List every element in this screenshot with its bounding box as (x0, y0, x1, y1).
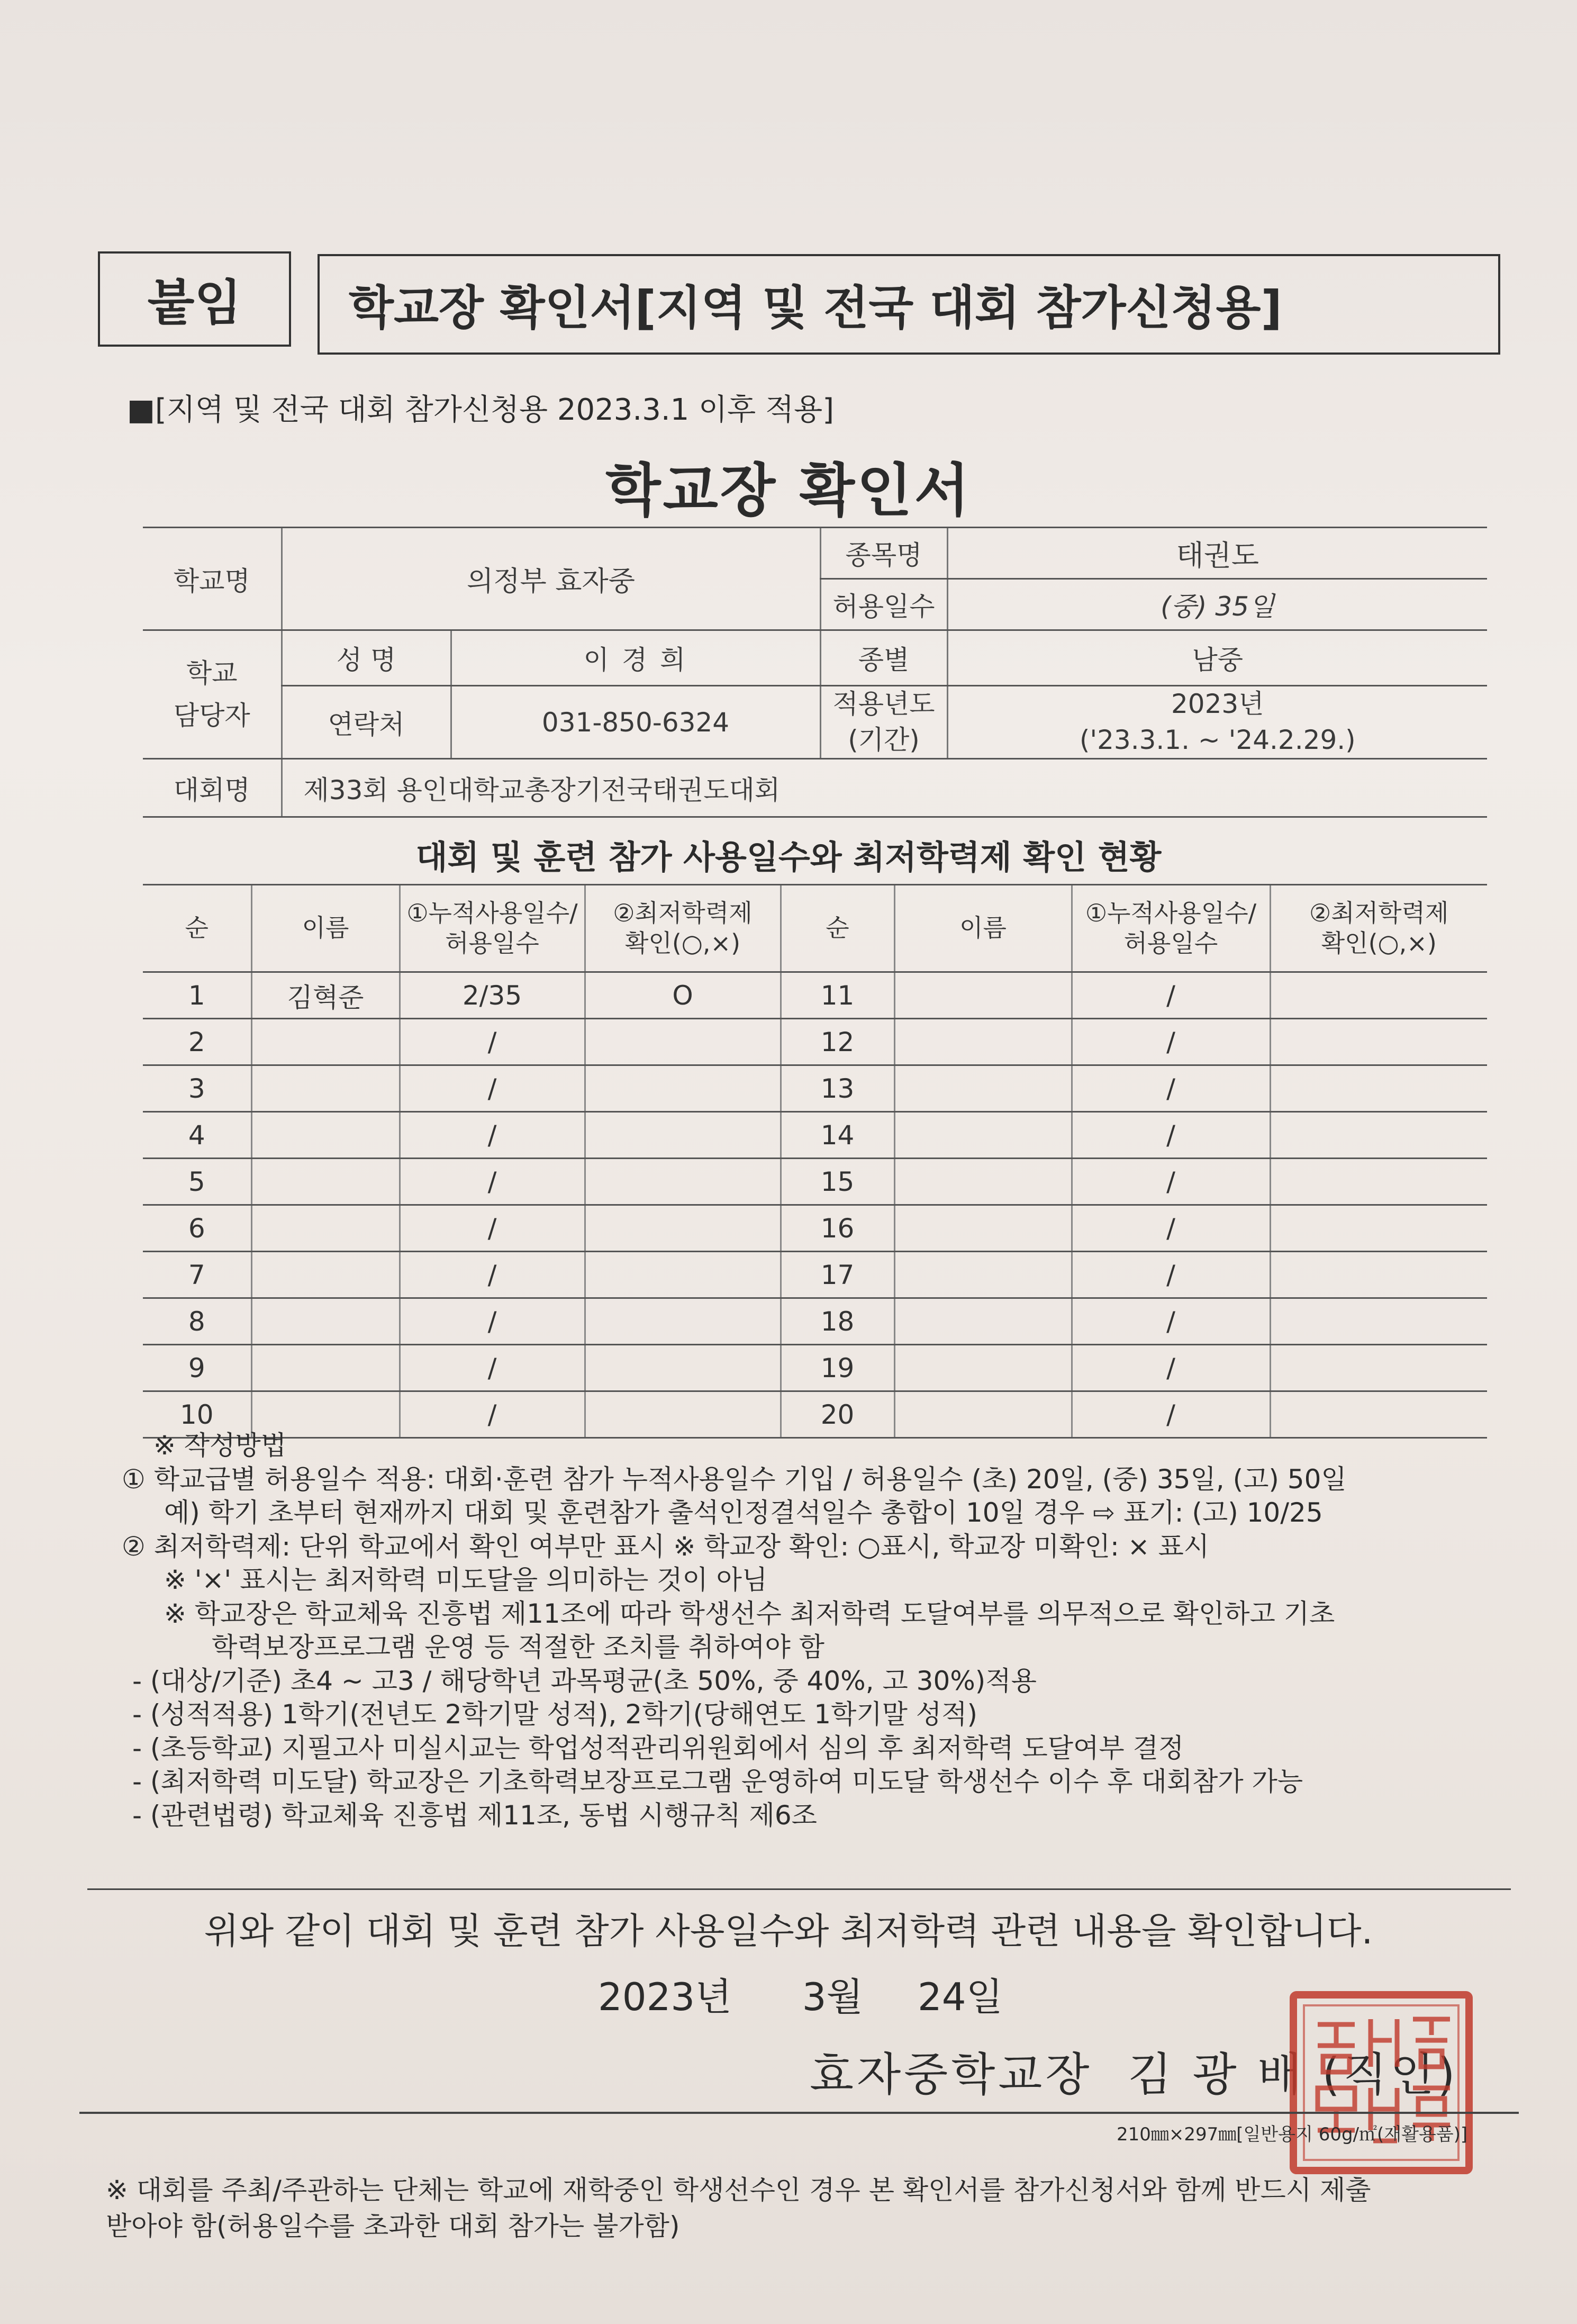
table-row (143, 1019, 1487, 1065)
instructions (122, 1429, 1519, 1832)
row-no: 9 (143, 1345, 251, 1391)
row-check-2 (1270, 1252, 1487, 1298)
phone-label: 연락처 (282, 686, 451, 759)
row-days-2: / (1072, 1345, 1270, 1391)
note-line: - (초등학교) 지필고사 미실시교는 학업성적관리위원회에서 심의 후 최저학력 도달여부 결정 (132, 1732, 1184, 1764)
row-name-2 (894, 1345, 1072, 1391)
school-name-label: 학교명 (143, 528, 282, 630)
row-name-2 (894, 1205, 1072, 1252)
row-check (585, 1205, 781, 1252)
row-no-2: 16 (781, 1205, 894, 1252)
row-no-2: 11 (781, 972, 894, 1019)
row-check-2 (1270, 1065, 1487, 1112)
row-name-2 (894, 1019, 1072, 1065)
table-row (143, 1298, 1487, 1345)
page-title: 학교장 확인서 (605, 458, 972, 524)
issue-day: 24일 (917, 1975, 1003, 2019)
row-check (585, 1252, 781, 1298)
row-days-2: / (1072, 1019, 1270, 1065)
row-name-2 (894, 1159, 1072, 1205)
apply-year-label: 적용년도 (기간) (820, 686, 947, 759)
issue-month: 3월 (802, 1975, 864, 2019)
row-check-2 (1270, 1112, 1487, 1159)
col-no: 순 (143, 885, 251, 972)
table-row (143, 1112, 1487, 1159)
row-name (251, 1159, 400, 1205)
table-row (143, 1205, 1487, 1252)
row-check (585, 1112, 781, 1159)
table-row (143, 1065, 1487, 1112)
row-days-2: / (1072, 1391, 1270, 1438)
row-check (585, 1298, 781, 1345)
principal-signature: 효자중학교장 김 광 배 (직인) (810, 2048, 1458, 2101)
col-days: ①누적사용일수/ 허용일수 (400, 885, 585, 972)
row-no: 3 (143, 1065, 251, 1112)
note-line: ※ '×' 표시는 최저학력 미도달을 의미하는 것이 아님 (164, 1565, 768, 1595)
row-name-2 (894, 1112, 1072, 1159)
divider (79, 2112, 1519, 2114)
table-row (143, 1159, 1487, 1205)
row-check-2 (1270, 1159, 1487, 1205)
row-days: / (400, 1065, 585, 1112)
row-no: 1 (143, 972, 251, 1019)
contact-person-label: 학교 담당자 (143, 630, 282, 759)
row-name (251, 1252, 400, 1298)
row-name: 김혁준 (251, 972, 400, 1019)
table-row (143, 1252, 1487, 1298)
row-check-2 (1270, 1019, 1487, 1065)
row-name-2 (894, 972, 1072, 1019)
row-name-2 (894, 1298, 1072, 1345)
note-line: - (최저학력 미도달) 학교장은 기초학력보장프로그램 운영하여 미도달 학생선수 이수 후 대회참가 가능 (132, 1766, 1303, 1797)
competition-value: 제33회 용인대학교총장기전국태권도대회 (282, 759, 1487, 817)
row-days: / (400, 1391, 585, 1438)
row-name (251, 1112, 400, 1159)
row-days-2: / (1072, 1159, 1270, 1205)
divider (87, 1888, 1511, 1890)
row-name-2 (894, 1065, 1072, 1112)
row-check-2 (1270, 1205, 1487, 1252)
row-no: 4 (143, 1112, 251, 1159)
row-no: 8 (143, 1298, 251, 1345)
row-name (251, 1345, 400, 1391)
row-check (585, 1019, 781, 1065)
issue-year: 2023년 (598, 1975, 732, 2019)
row-days: / (400, 1159, 585, 1205)
row-name (251, 1019, 400, 1065)
note-line: ① 학교급별 허용일수 적용: 대회·훈련 참가 누적사용일수 기입 / 허용일수 (초) 20일, (중) 35일, (고) 50일 (122, 1463, 1347, 1495)
row-days: / (400, 1019, 585, 1065)
row-no: 5 (143, 1159, 251, 1205)
row-no: 6 (143, 1205, 251, 1252)
note-line: - (관련법령) 학교체육 진흥법 제11조, 동법 시행규칙 제6조 (132, 1799, 817, 1831)
row-no-2: 13 (781, 1065, 894, 1112)
apply-year-value (947, 686, 1487, 759)
apply-period: ('23.3.1. ~ '24.2.29.) (1079, 724, 1356, 755)
row-no-2: 18 (781, 1298, 894, 1345)
row-name (251, 1205, 400, 1252)
row-no-2: 12 (781, 1019, 894, 1065)
confirmation-statement: 위와 같이 대회 및 훈련 참가 사용일수와 최저학력 관련 내용을 확인합니다. (204, 1911, 1373, 1952)
row-days-2: / (1072, 1205, 1270, 1252)
row-check (585, 1159, 781, 1205)
row-check (585, 1065, 781, 1112)
note-line: - (대상/기준) 초4 ~ 고3 / 해당학년 과목평균(초 50%, 중 40%, 고 30%)적용 (132, 1665, 1037, 1696)
row-days-2: / (1072, 972, 1270, 1019)
row-days-2: / (1072, 1252, 1270, 1298)
row-check: O (585, 972, 781, 1019)
row-days: / (400, 1252, 585, 1298)
col-name-2: 이름 (894, 885, 1072, 972)
row-days: / (400, 1112, 585, 1159)
row-check-2 (1270, 1345, 1487, 1391)
gender-value: 남중 (947, 630, 1487, 686)
row-days: / (400, 1345, 585, 1391)
col-name: 이름 (251, 885, 400, 972)
row-no-2: 20 (781, 1391, 894, 1438)
row-name (251, 1298, 400, 1345)
row-days: / (400, 1298, 585, 1345)
col-check-2: ②최저학력제 확인(○,×) (1270, 885, 1487, 972)
row-days-2: / (1072, 1112, 1270, 1159)
event-value: 태권도 (947, 528, 1487, 579)
row-no-2: 15 (781, 1159, 894, 1205)
row-no-2: 17 (781, 1252, 894, 1298)
row-no-2: 19 (781, 1345, 894, 1391)
col-check: ②최저학력제 확인(○,×) (585, 885, 781, 972)
instructions-heading: ※ 작성방법 (153, 1430, 286, 1461)
school-info-table (143, 527, 1487, 818)
row-no: 7 (143, 1252, 251, 1298)
col-no-2: 순 (781, 885, 894, 972)
paper-spec: 210㎜×297㎜[일반용지 60g/㎡(재활용품)] (1117, 2124, 1468, 2145)
row-check (585, 1345, 781, 1391)
roster-header-row (143, 885, 1487, 972)
row-name (251, 1065, 400, 1112)
row-days: / (400, 1205, 585, 1252)
row-check-2 (1270, 972, 1487, 1019)
issue-date (598, 1966, 1003, 2021)
allowed-days-value: (중) 35일 (947, 579, 1487, 630)
event-label: 종목명 (820, 528, 947, 579)
document-header-title: 학교장 확인서[지역 및 전국 대회 참가신청용] (318, 254, 1500, 355)
apply-year: 2023년 (1171, 689, 1264, 719)
note-line: ※ 학교장은 학교체육 진흥법 제11조에 따라 학생선수 최저학력 도달여부를 의무적으로 확인하고 기초 (164, 1598, 1335, 1629)
row-days-2: / (1072, 1065, 1270, 1112)
note-line: - (성적적용) 1학기(전년도 2학기말 성적), 2학기(당해연도 1학기말 성적) (132, 1699, 977, 1730)
competition-label: 대회명 (143, 759, 282, 817)
contact-name-label: 성 명 (282, 630, 451, 686)
note-line: ② 최저학력제: 단위 학교에서 확인 여부만 표시 ※ 학교장 확인: ○표시, 학교장 미확인: × 표시 (122, 1531, 1210, 1562)
row-no: 2 (143, 1019, 251, 1065)
gender-label: 종별 (820, 630, 947, 686)
attach-label: 붙임 (98, 251, 291, 347)
roster-table (143, 884, 1487, 1439)
official-seal-icon (1286, 1987, 1476, 2178)
phone-value: 031-850-6324 (451, 686, 820, 759)
row-no-2: 14 (781, 1112, 894, 1159)
table-row (143, 1345, 1487, 1391)
school-name-value: 의정부 효자중 (282, 528, 820, 630)
allowed-days-label: 허용일수 (820, 579, 947, 630)
row-no: 10 (143, 1391, 251, 1438)
row-days-2: / (1072, 1298, 1270, 1345)
col-days-2: ①누적사용일수/ 허용일수 (1072, 885, 1270, 972)
row-check-2 (1270, 1298, 1487, 1345)
note-line: 학력보장프로그램 운영 등 적절한 조치를 취하여야 함 (212, 1632, 824, 1662)
application-note: ■[지역 및 전국 대회 참가신청용 2023.3.1 이후 적용] (127, 393, 835, 427)
row-days: 2/35 (400, 972, 585, 1019)
roster-section-title: 대회 및 훈련 참가 사용일수와 최저학력제 확인 현황 (415, 838, 1162, 876)
table-row (143, 972, 1487, 1019)
footnote: ※ 대회를 주최/주관하는 단체는 학교에 재학중인 학생선수인 경우 본 확인서를 참가신청서와 함께 반드시 제출 받아야 함(허용일수를 초과한 대회 참가는 불가함) (106, 2175, 1371, 2241)
contact-name-value: 이 경 희 (451, 630, 820, 686)
row-name-2 (894, 1252, 1072, 1298)
note-line: 예) 학기 초부터 현재까지 대회 및 훈련참가 출석인정결석일수 총합이 10일 경우 ⇨ 표기: (고) 10/25 (164, 1497, 1323, 1528)
